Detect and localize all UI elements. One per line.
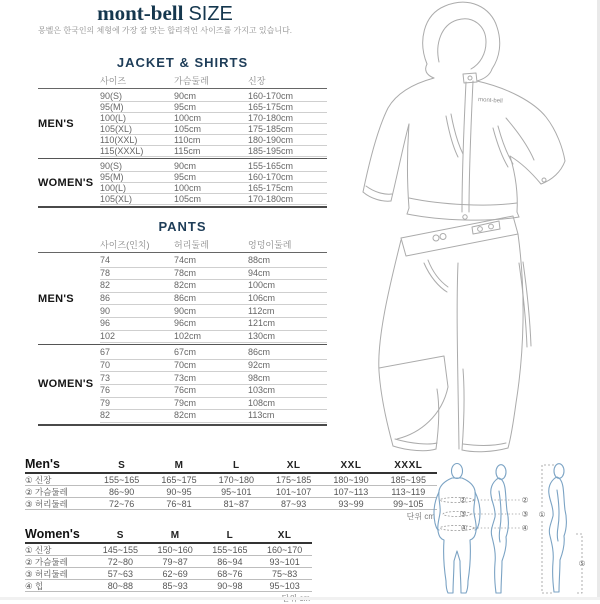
value-cell: 86~94 bbox=[217, 556, 243, 567]
table-row bbox=[25, 498, 437, 510]
size-col-s: S bbox=[116, 530, 124, 541]
waist-cell: 73cm bbox=[174, 372, 197, 383]
chest-cell: 105cm bbox=[174, 123, 202, 134]
value-cell: 170~180 bbox=[218, 474, 254, 485]
side-waist-label: ③ bbox=[521, 509, 529, 519]
waist-cell: 96cm bbox=[174, 318, 197, 329]
size-cell: 76 bbox=[100, 385, 111, 396]
group-label-womens: WOMEN'S bbox=[38, 378, 94, 391]
waist-cell: 102cm bbox=[174, 330, 202, 341]
body-measurement-figures bbox=[430, 462, 598, 598]
height-cell: 170-180cm bbox=[248, 193, 294, 204]
waist-cell: 82cm bbox=[174, 410, 197, 421]
jacket-table-title: JACKET & SHIRTS bbox=[116, 55, 249, 70]
size-col-m: M bbox=[170, 530, 180, 541]
size-cell: 115(XXXL) bbox=[100, 145, 144, 156]
size-cell: 78 bbox=[100, 267, 111, 278]
brand-header bbox=[0, 1, 330, 26]
table-row bbox=[38, 102, 327, 113]
column-header-hip: 엉덩이둘레 bbox=[248, 240, 292, 250]
height-cell: 170-180cm bbox=[248, 112, 294, 123]
table-row bbox=[25, 556, 312, 568]
value-cell: 155~165 bbox=[104, 474, 140, 485]
table-row bbox=[38, 410, 327, 423]
value-cell: 86~90 bbox=[109, 486, 135, 497]
table-row bbox=[38, 255, 327, 268]
value-cell: 165~175 bbox=[161, 474, 197, 485]
side-chest-label: ② bbox=[521, 495, 529, 505]
hip-cell: 121cm bbox=[248, 318, 276, 329]
value-cell: 90~95 bbox=[166, 486, 192, 497]
size-cell: 110(XXL) bbox=[100, 134, 138, 145]
waist-cell: 79cm bbox=[174, 397, 197, 408]
chest-cell: 105cm bbox=[174, 193, 202, 204]
hip-cell: 98cm bbox=[248, 372, 271, 383]
size-col-m: M bbox=[174, 460, 184, 471]
chest-cell: 100cm bbox=[174, 182, 202, 193]
column-header-height: 신장 bbox=[248, 76, 266, 86]
row-label-height: ① 신장 bbox=[25, 544, 52, 555]
pants-line-drawing bbox=[332, 203, 594, 455]
side-view-figure-height bbox=[549, 464, 567, 592]
column-header-waist: 허리둘레 bbox=[174, 240, 209, 250]
waist-cell: 74cm bbox=[174, 255, 197, 266]
table-row bbox=[38, 113, 327, 124]
row-label-chest: ② 가슴둘레 bbox=[25, 486, 68, 497]
height-cell: 160-170cm bbox=[248, 171, 294, 182]
table-row bbox=[38, 305, 327, 318]
table-row bbox=[25, 568, 312, 580]
size-cell: 105(XL) bbox=[100, 193, 133, 204]
size-col-xl: XL bbox=[277, 530, 292, 541]
table-row bbox=[38, 280, 327, 293]
value-cell: 57~63 bbox=[107, 568, 134, 579]
chest-cell: 90cm bbox=[174, 160, 197, 171]
hip-cell: 130cm bbox=[248, 330, 276, 341]
row-label-waist: ③ 허리둘레 bbox=[25, 568, 68, 579]
value-cell: 185~195 bbox=[390, 474, 426, 485]
chest-cell: 95cm bbox=[174, 101, 197, 112]
size-cell: 82 bbox=[100, 280, 111, 291]
jacket-mens-group bbox=[38, 89, 327, 158]
value-cell: 79~87 bbox=[162, 556, 188, 567]
hip-cell: 94cm bbox=[248, 267, 271, 278]
height-cell: 155-165cm bbox=[248, 160, 294, 171]
hip-cell: 86cm bbox=[248, 347, 271, 358]
waist-cell: 70cm bbox=[174, 360, 197, 371]
size-cell: 96 bbox=[100, 318, 111, 329]
chest-cell: 115cm bbox=[174, 145, 201, 156]
value-cell: 87~93 bbox=[281, 498, 307, 509]
womens-measurement-header bbox=[25, 527, 312, 544]
column-header-size: 사이즈 bbox=[100, 76, 127, 86]
value-cell: 93~101 bbox=[269, 556, 300, 567]
row-label-chest: ② 가슴둘레 bbox=[25, 556, 68, 567]
value-cell: 175~185 bbox=[276, 474, 312, 485]
size-col-l: L bbox=[226, 530, 234, 541]
size-cell: 100(L) bbox=[100, 112, 127, 123]
height-cell: 165-175cm bbox=[248, 182, 294, 193]
group-label-mens: MEN'S bbox=[38, 292, 74, 305]
pants-section bbox=[38, 219, 327, 426]
table-row bbox=[25, 580, 312, 592]
height-cell: 160-170cm bbox=[248, 90, 294, 101]
table-row bbox=[38, 91, 327, 102]
pants-table-title: PANTS bbox=[158, 219, 207, 234]
pants-mens-group bbox=[38, 253, 327, 344]
size-col-xxl: XXL bbox=[340, 460, 362, 471]
jacket-logo-mark: mont-bell bbox=[477, 97, 503, 105]
waist-cell: 67cm bbox=[174, 347, 197, 358]
height-cell: 185-195cm bbox=[248, 145, 294, 156]
height-cell: 175-185cm bbox=[248, 123, 294, 134]
chest-cell: 110cm bbox=[174, 134, 201, 145]
value-cell: 95~103 bbox=[269, 580, 300, 591]
table-row bbox=[38, 161, 327, 172]
waist-cell: 78cm bbox=[174, 267, 197, 278]
size-cell: 82 bbox=[100, 410, 111, 421]
column-header-size-inch: 사이즈(인치) bbox=[100, 240, 150, 250]
value-cell: 72~80 bbox=[107, 556, 134, 567]
side-view-figure bbox=[491, 465, 509, 593]
unit-note: 단위 cm bbox=[406, 512, 435, 521]
row-label-height: ① 신장 bbox=[25, 474, 52, 485]
table-row bbox=[38, 268, 327, 281]
size-cell: 67 bbox=[100, 347, 111, 358]
size-col-l: L bbox=[233, 460, 240, 471]
value-cell: 68~76 bbox=[217, 568, 243, 579]
table-row bbox=[38, 135, 327, 146]
size-cell: 90(S) bbox=[100, 90, 123, 101]
value-cell: 180~190 bbox=[333, 474, 369, 485]
table-row bbox=[38, 360, 327, 373]
size-cell: 73 bbox=[100, 372, 111, 383]
value-cell: 90~98 bbox=[217, 580, 243, 591]
hip-cell: 108cm bbox=[248, 397, 276, 408]
table-row bbox=[38, 146, 327, 157]
value-cell: 107~113 bbox=[333, 486, 369, 497]
front-waist-label: ③ bbox=[459, 509, 467, 519]
value-cell: 80~88 bbox=[107, 580, 134, 591]
chest-cell: 95cm bbox=[174, 171, 197, 182]
hip-cell: 113cm bbox=[248, 410, 275, 421]
height-cell: 165-175cm bbox=[248, 101, 294, 112]
row-label-waist: ③ 허리둘레 bbox=[25, 498, 68, 509]
pants-table-header bbox=[38, 238, 327, 253]
inseam-label: ⑤ bbox=[578, 559, 586, 568]
size-cell: 105(XL) bbox=[100, 123, 133, 134]
size-cell: 79 bbox=[100, 397, 111, 408]
height-cell: 180-190cm bbox=[248, 134, 294, 145]
value-cell: 76~81 bbox=[166, 498, 192, 509]
value-cell: 81~87 bbox=[223, 498, 249, 509]
value-cell: 62~69 bbox=[162, 568, 188, 579]
size-cell: 74 bbox=[100, 255, 111, 266]
mens-table-title: Men's bbox=[25, 457, 60, 471]
waist-cell: 76cm bbox=[174, 385, 197, 396]
value-cell: 85~93 bbox=[162, 580, 188, 591]
front-view-figure bbox=[434, 464, 480, 594]
group-label-womens: WOMEN'S bbox=[38, 176, 94, 189]
value-cell: 99~105 bbox=[393, 498, 424, 509]
table-row bbox=[25, 474, 437, 486]
waist-cell: 82cm bbox=[174, 280, 197, 291]
column-header-chest: 가슴둘레 bbox=[174, 76, 209, 86]
page-title: SIZE bbox=[188, 3, 233, 25]
table-row bbox=[25, 486, 437, 498]
hip-cell: 106cm bbox=[248, 293, 276, 304]
row-label-hip: ④ 힙 bbox=[25, 580, 44, 591]
hip-cell: 103cm bbox=[248, 385, 276, 396]
jacket-shirts-section bbox=[38, 55, 327, 208]
waist-cell: 86cm bbox=[174, 293, 197, 304]
group-label-mens: MEN'S bbox=[38, 117, 74, 130]
value-cell: 72~76 bbox=[109, 498, 135, 509]
hip-cell: 112cm bbox=[248, 305, 275, 316]
value-cell: 93~99 bbox=[338, 498, 364, 509]
table-row bbox=[38, 124, 327, 135]
mens-measurement-table bbox=[25, 457, 437, 522]
table-row bbox=[25, 544, 312, 556]
size-cell: 95(M) bbox=[100, 171, 124, 182]
table-row bbox=[38, 318, 327, 331]
size-cell: 90(S) bbox=[100, 160, 123, 171]
size-cell: 100(L) bbox=[100, 182, 127, 193]
jacket-line-drawing bbox=[330, 0, 596, 228]
value-cell: 155~165 bbox=[212, 544, 248, 555]
table-row bbox=[38, 331, 327, 344]
value-cell: 101~107 bbox=[276, 486, 312, 497]
header-subtitle: 몽벨은 한국인의 체형에 가장 잘 맞는 합리적인 사이즈를 가지고 있습니다. bbox=[37, 26, 293, 35]
pants-womens-group bbox=[38, 344, 327, 424]
hip-cell: 88cm bbox=[248, 255, 271, 266]
value-cell: 145~155 bbox=[102, 544, 139, 555]
size-col-s: S bbox=[118, 460, 126, 471]
womens-table-title: Women's bbox=[25, 527, 80, 541]
table-row bbox=[38, 293, 327, 306]
hip-cell: 100cm bbox=[248, 280, 276, 291]
size-cell: 70 bbox=[100, 360, 111, 371]
size-col-xl: XL bbox=[286, 460, 301, 471]
chest-cell: 90cm bbox=[174, 90, 197, 101]
value-cell: 75~83 bbox=[271, 568, 298, 579]
value-cell: 113~119 bbox=[391, 486, 426, 497]
height-label: ① bbox=[538, 510, 546, 519]
mens-measurement-header bbox=[25, 457, 437, 474]
size-cell: 102 bbox=[100, 330, 116, 341]
table-row bbox=[38, 398, 327, 411]
waist-cell: 90cm bbox=[174, 305, 197, 316]
size-col-xxxl: XXXL bbox=[394, 460, 423, 471]
size-cell: 95(M) bbox=[100, 101, 124, 112]
womens-measurement-table bbox=[25, 527, 312, 604]
jacket-womens-group bbox=[38, 158, 327, 206]
side-hip-label: ④ bbox=[521, 523, 529, 533]
chest-cell: 100cm bbox=[174, 112, 202, 123]
hip-cell: 92cm bbox=[248, 360, 271, 371]
value-cell: 95~101 bbox=[221, 486, 252, 497]
value-cell: 160~170 bbox=[266, 544, 303, 555]
table-row bbox=[38, 347, 327, 360]
table-row bbox=[38, 194, 327, 205]
size-cell: 90 bbox=[100, 305, 111, 316]
front-chest-label: ② bbox=[459, 495, 467, 505]
front-hip-label: ④ bbox=[460, 523, 468, 533]
size-cell: 86 bbox=[100, 293, 111, 304]
jacket-table-header bbox=[38, 74, 327, 89]
brand-logo-text: mont-bell bbox=[97, 1, 184, 25]
value-cell: 150~160 bbox=[157, 544, 193, 555]
